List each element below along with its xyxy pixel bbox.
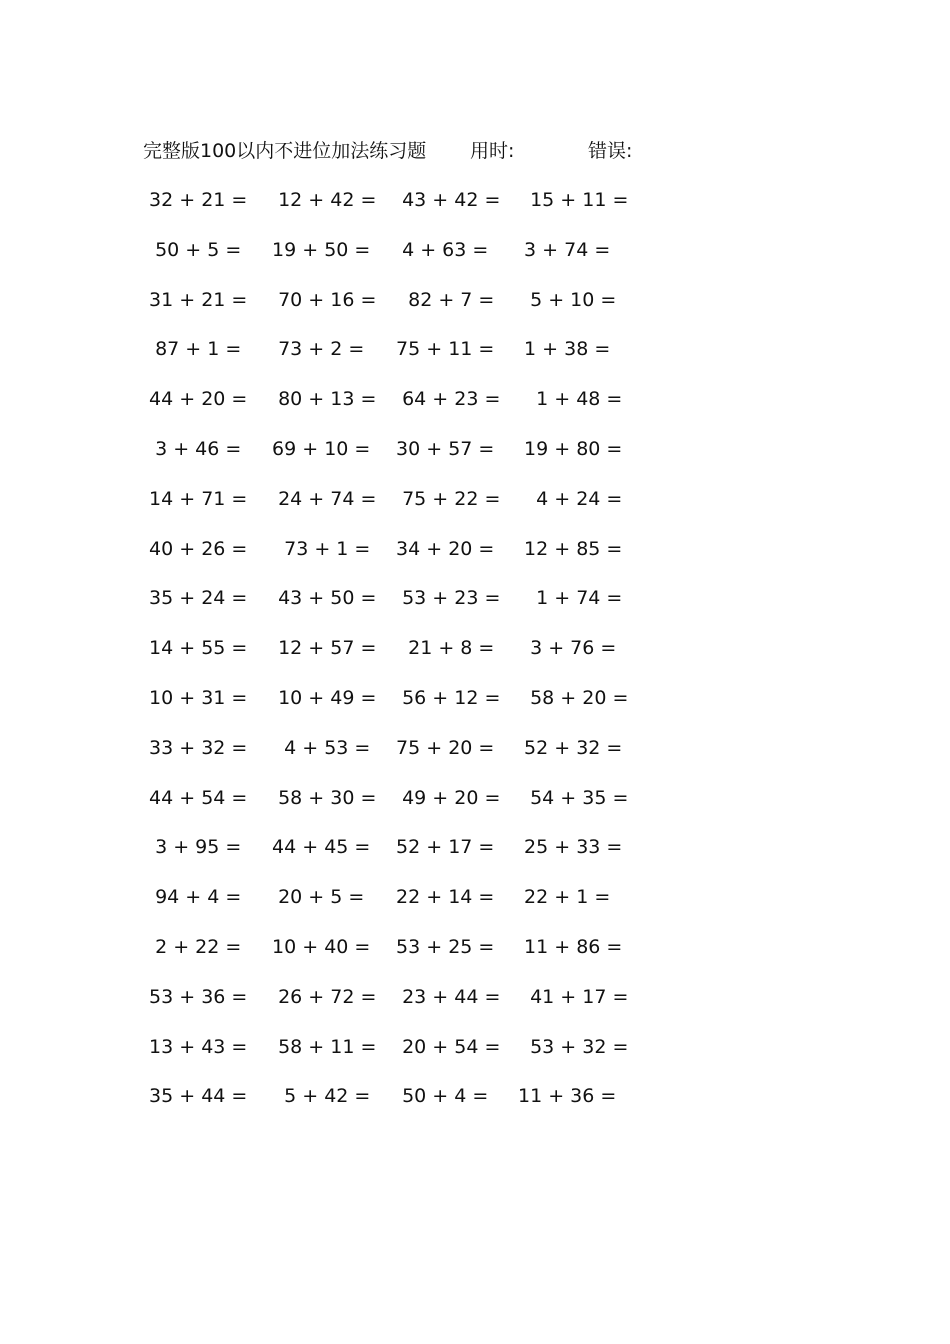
- addition-problem: 50 + 5 =: [143, 238, 242, 261]
- addition-problem: 40 + 26 =: [143, 537, 248, 560]
- problem-row: [143, 932, 663, 982]
- addition-problem: 10 + 31 =: [143, 686, 248, 709]
- addition-problem: 3 + 46 =: [143, 437, 242, 460]
- addition-problem: 35 + 44 =: [143, 1085, 248, 1108]
- addition-problem: 22 + 14 =: [390, 886, 495, 909]
- problem-row: [143, 285, 663, 335]
- addition-problem: 54 + 35 =: [518, 786, 629, 809]
- problem-row: [143, 832, 663, 882]
- addition-problem: 12 + 85 =: [518, 537, 623, 560]
- addition-problem: 43 + 42 =: [390, 189, 501, 211]
- problem-row: [143, 334, 663, 384]
- problem-row: [143, 633, 663, 683]
- addition-problem: 31 + 21 =: [143, 288, 248, 311]
- addition-problem: 5 + 10 =: [518, 288, 617, 311]
- addition-problem: 4 + 53 =: [266, 736, 371, 759]
- addition-problem: 44 + 54 =: [143, 786, 248, 809]
- problem-row: [143, 1032, 663, 1082]
- addition-problem: 2 + 22 =: [143, 935, 242, 958]
- addition-problem: 75 + 22 =: [390, 487, 501, 510]
- addition-problem: 10 + 40 =: [266, 935, 371, 958]
- addition-problem: 49 + 20 =: [390, 786, 501, 809]
- addition-problem: 52 + 32 =: [518, 736, 623, 759]
- addition-problem: 11 + 36 =: [518, 1085, 617, 1108]
- addition-problem: 58 + 30 =: [266, 786, 377, 809]
- problem-row: [143, 733, 663, 783]
- problem-row: [143, 235, 663, 285]
- addition-problem: 20 + 5 =: [266, 886, 365, 909]
- addition-problem: 70 + 16 =: [266, 288, 377, 311]
- problem-row: [143, 1081, 663, 1131]
- addition-problem: 25 + 33 =: [518, 836, 623, 859]
- problem-row: [143, 384, 663, 434]
- problem-row: [143, 882, 663, 932]
- addition-problem: 3 + 76 =: [518, 637, 617, 660]
- addition-problem: 5 + 42 =: [266, 1085, 371, 1108]
- problem-row: [143, 982, 663, 1032]
- addition-problem: 87 + 1 =: [143, 338, 242, 361]
- addition-problem: 41 + 17 =: [518, 985, 629, 1008]
- time-used-label: 用时:: [470, 140, 515, 162]
- addition-problem: 14 + 71 =: [143, 487, 248, 510]
- error-count-label: 错误:: [588, 140, 633, 162]
- addition-problem: 1 + 48 =: [518, 388, 623, 411]
- addition-problem: 58 + 20 =: [518, 686, 629, 709]
- addition-problem: 30 + 57 =: [390, 437, 495, 460]
- problem-row: [143, 583, 663, 633]
- addition-problem: 75 + 11 =: [390, 338, 495, 361]
- addition-problem: 4 + 24 =: [518, 487, 623, 510]
- addition-problem: 43 + 50 =: [266, 587, 377, 610]
- worksheet-title: 完整版100以内不进位加法练习题: [143, 140, 427, 162]
- addition-problem: 19 + 80 =: [518, 437, 623, 460]
- addition-problem: 34 + 20 =: [390, 537, 495, 560]
- addition-problem: 33 + 32 =: [143, 736, 248, 759]
- addition-problem: 73 + 1 =: [266, 537, 371, 560]
- addition-problem: 20 + 54 =: [390, 1035, 501, 1058]
- addition-problem: 23 + 44 =: [390, 985, 501, 1008]
- addition-problem: 15 + 11 =: [518, 189, 629, 211]
- addition-problem: 53 + 36 =: [143, 985, 248, 1008]
- addition-problem: 80 + 13 =: [266, 388, 377, 411]
- addition-problem: 32 + 21 =: [143, 189, 248, 211]
- addition-problem: 13 + 43 =: [143, 1035, 248, 1058]
- addition-problem: 14 + 55 =: [143, 637, 248, 660]
- problem-row: [143, 783, 663, 833]
- addition-problem: 44 + 20 =: [143, 388, 248, 411]
- addition-problem: 1 + 74 =: [518, 587, 623, 610]
- addition-problem: 19 + 50 =: [266, 238, 371, 261]
- addition-problem: 3 + 74 =: [518, 238, 611, 261]
- addition-problem: 3 + 95 =: [143, 836, 242, 859]
- addition-problem: 12 + 57 =: [266, 637, 377, 660]
- addition-problem: 22 + 1 =: [518, 886, 611, 909]
- addition-problem: 64 + 23 =: [390, 388, 501, 411]
- problem-row: [143, 185, 663, 235]
- addition-problem: 35 + 24 =: [143, 587, 248, 610]
- addition-problem: 21 + 8 =: [390, 637, 495, 660]
- addition-problem: 4 + 63 =: [390, 238, 489, 261]
- problem-row: [143, 484, 663, 534]
- addition-problem: 82 + 7 =: [390, 288, 495, 311]
- problem-row: [143, 434, 663, 484]
- addition-problem: 53 + 25 =: [390, 935, 495, 958]
- worksheet-header: [143, 136, 763, 166]
- addition-problem: 44 + 45 =: [266, 836, 371, 859]
- problem-grid: [143, 185, 663, 1131]
- addition-problem: 56 + 12 =: [390, 686, 501, 709]
- addition-problem: 94 + 4 =: [143, 886, 242, 909]
- addition-problem: 58 + 11 =: [266, 1035, 377, 1058]
- problem-row: [143, 534, 663, 584]
- addition-problem: 75 + 20 =: [390, 736, 495, 759]
- addition-problem: 11 + 86 =: [518, 935, 623, 958]
- addition-problem: 52 + 17 =: [390, 836, 495, 859]
- addition-problem: 73 + 2 =: [266, 338, 365, 361]
- addition-problem: 12 + 42 =: [266, 189, 377, 211]
- addition-problem: 53 + 23 =: [390, 587, 501, 610]
- addition-problem: 24 + 74 =: [266, 487, 377, 510]
- addition-problem: 50 + 4 =: [390, 1085, 489, 1108]
- problem-row: [143, 683, 663, 733]
- addition-problem: 69 + 10 =: [266, 437, 371, 460]
- addition-problem: 53 + 32 =: [518, 1035, 629, 1058]
- addition-problem: 26 + 72 =: [266, 985, 377, 1008]
- addition-problem: 10 + 49 =: [266, 686, 377, 709]
- addition-problem: 1 + 38 =: [518, 338, 611, 361]
